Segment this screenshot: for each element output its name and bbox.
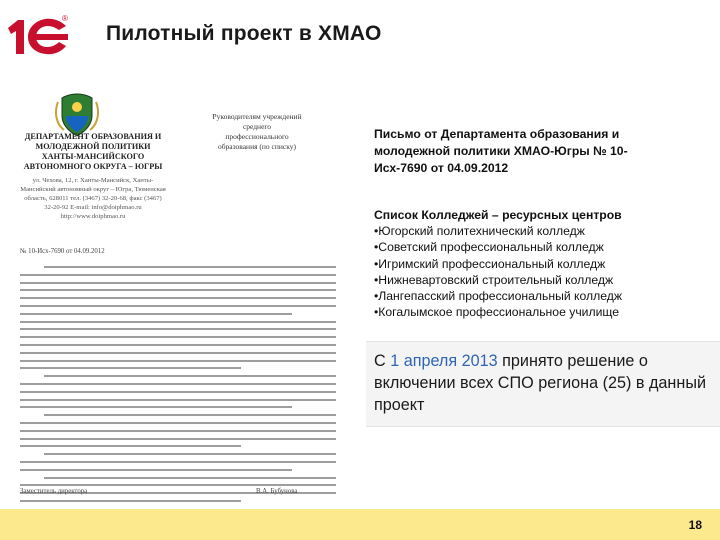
letter-department: ДЕПАРТАМЕНТ ОБРАЗОВАНИЯ И МОЛОДЕЖНОЙ ПОЛИТИКИ ХАНТЫ-МАНСИЙСКОГО АВТОНОМНОГО ОКРУГА – ЮГРЫ	[23, 132, 163, 171]
letter-addressee: Руководителям учреждений среднего профессионального образования (по списку)	[212, 112, 302, 151]
list-item: •Лангепасский профессиональный колледж	[374, 289, 622, 304]
letter-signature-title: Заместитель директора	[20, 488, 88, 495]
letter-signature-name: В.А. Бубунова	[256, 488, 298, 495]
page-number: 18	[688, 518, 702, 532]
scanned-letter	[6, 80, 354, 510]
list-item: •Когалымское профессиональное училище	[374, 305, 620, 320]
registered-mark: ®	[62, 14, 68, 23]
list-item: •Югорский политехнический колледж	[374, 224, 585, 239]
colleges-title: Список Колледжей – ресурсных центров	[374, 208, 622, 222]
letter-body	[20, 266, 336, 508]
letter-outgoing-number: № 10-Исх-7690 от 04.09.2012	[20, 248, 105, 255]
list-item: •Нижневартовский строительный колледж	[374, 272, 614, 287]
decision-prefix: С	[374, 352, 391, 370]
footer-bar	[0, 509, 720, 540]
list-item: •Игримский профессиональный колледж	[374, 256, 606, 271]
decision-callout	[366, 341, 720, 427]
letter-reference: Письмо от Департамента образования и молодежной политики ХМАО-Югры № 10-Исх-7690 от 04.09.2012	[374, 127, 628, 175]
decision-text: принято решение о включении всех СПО региона (25) в данный проект	[374, 352, 706, 414]
list-item: •Советский профессиональный колледж	[374, 240, 604, 255]
decision-date: 1 апреля 2013	[390, 352, 498, 370]
colleges-list	[374, 207, 694, 320]
letter-address: ул. Чехова, 12, г. Ханты-Мансийск, Ханты-Мансийский автономный округ – Югра, Тюменская область, 628011 тел. (3467) 32-20-68, факс (3467) 32-20-92 E-mail: info@doiphmao.ru http://www.doiphmao.ru	[20, 177, 166, 220]
page-title: Пилотный проект в ХМАО	[106, 22, 382, 45]
